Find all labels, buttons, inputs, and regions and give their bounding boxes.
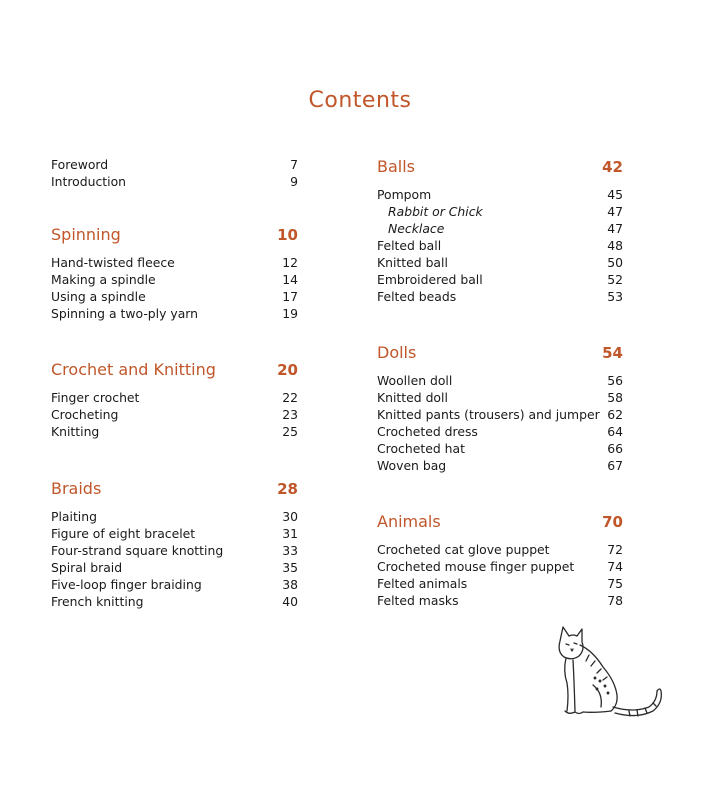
toc-section bbox=[51, 478, 298, 610]
toc-entry bbox=[51, 559, 298, 576]
section-heading bbox=[51, 224, 298, 254]
toc-entry-label: Four-strand square knotting bbox=[51, 543, 224, 558]
toc-entry-label: Felted beads bbox=[377, 289, 457, 304]
toc-entry-page: 25 bbox=[282, 424, 298, 439]
toc-entry-page: 53 bbox=[607, 289, 623, 304]
toc-entry-label: Knitting bbox=[51, 424, 100, 439]
toc-entry bbox=[51, 542, 298, 559]
toc-entry-label: Woven bag bbox=[377, 458, 447, 473]
toc-entry-label: Felted ball bbox=[377, 238, 442, 253]
toc-entry-page: 19 bbox=[282, 306, 298, 321]
section-heading-page: 70 bbox=[602, 513, 623, 531]
toc-entry-label: Crocheted cat glove puppet bbox=[377, 542, 550, 557]
toc-entry-label: Plaiting bbox=[51, 509, 97, 524]
toc-section bbox=[51, 156, 298, 190]
toc-entry-label: Finger crochet bbox=[51, 390, 140, 405]
toc-entry-page: 58 bbox=[607, 390, 623, 405]
toc-entry bbox=[51, 576, 298, 593]
toc-entry bbox=[377, 220, 623, 237]
toc-entry-page: 30 bbox=[282, 509, 298, 524]
toc-section bbox=[377, 156, 623, 305]
toc-entry bbox=[377, 575, 623, 592]
toc-entry-label: Crocheting bbox=[51, 407, 119, 422]
toc-entry bbox=[51, 423, 298, 440]
toc-entry bbox=[377, 558, 623, 575]
toc-entry bbox=[51, 271, 298, 288]
toc-entry bbox=[377, 186, 623, 203]
toc-entry-label: Making a spindle bbox=[51, 272, 156, 287]
toc-entry bbox=[51, 254, 298, 271]
toc-entry bbox=[377, 203, 623, 220]
toc-entry bbox=[377, 423, 623, 440]
toc-entry bbox=[377, 592, 623, 609]
section-heading-label: Animals bbox=[377, 512, 441, 531]
toc-section bbox=[51, 359, 298, 440]
section-heading-page: 10 bbox=[277, 226, 298, 244]
toc-entry-page: 47 bbox=[607, 221, 623, 236]
section-heading-page: 42 bbox=[602, 158, 623, 176]
toc-entry-label: Knitted pants (trousers) and jumper bbox=[377, 407, 600, 422]
section-heading bbox=[51, 478, 298, 508]
toc-entry-label: French knitting bbox=[51, 594, 144, 609]
cat-illustration bbox=[545, 623, 670, 723]
toc-entry-page: 47 bbox=[607, 204, 623, 219]
toc-entry-label: Using a spindle bbox=[51, 289, 146, 304]
toc-entry-label: Pompom bbox=[377, 187, 432, 202]
toc-entry bbox=[377, 406, 623, 423]
section-heading-page: 54 bbox=[602, 344, 623, 362]
toc-entry bbox=[51, 288, 298, 305]
toc-entry bbox=[51, 525, 298, 542]
toc-entry-page: 66 bbox=[607, 441, 623, 456]
section-heading bbox=[377, 342, 623, 372]
toc-entry-page: 40 bbox=[282, 594, 298, 609]
toc-entry bbox=[377, 541, 623, 558]
section-heading-label: Balls bbox=[377, 157, 416, 176]
toc-entry-page: 17 bbox=[282, 289, 298, 304]
toc-entry-page: 45 bbox=[607, 187, 623, 202]
toc-entry bbox=[51, 173, 298, 190]
toc-entry-label: Foreword bbox=[51, 157, 109, 172]
toc-entry-page: 78 bbox=[607, 593, 623, 608]
toc-entry-label: Figure of eight bracelet bbox=[51, 526, 196, 541]
toc-entry-page: 14 bbox=[282, 272, 298, 287]
toc-entry-label: Spinning a two-ply yarn bbox=[51, 306, 199, 321]
toc-entry-label: Knitted doll bbox=[377, 390, 448, 405]
section-heading-label: Braids bbox=[51, 479, 102, 498]
toc-entry-page: 62 bbox=[607, 407, 623, 422]
toc-entry bbox=[377, 457, 623, 474]
section-heading-label: Crochet and Knitting bbox=[51, 360, 216, 379]
toc-entry-page: 72 bbox=[607, 542, 623, 557]
toc-section bbox=[377, 342, 623, 474]
toc-entry-page: 12 bbox=[282, 255, 298, 270]
toc-entry bbox=[377, 288, 623, 305]
toc-entry-label: Introduction bbox=[51, 174, 127, 189]
toc-entry-page: 56 bbox=[607, 373, 623, 388]
toc-entry-page: 33 bbox=[282, 543, 298, 558]
toc-section bbox=[377, 511, 623, 609]
toc-entry-label: Hand-twisted fleece bbox=[51, 255, 175, 270]
toc-entry bbox=[51, 508, 298, 525]
toc-entry bbox=[377, 271, 623, 288]
toc-entry bbox=[377, 389, 623, 406]
toc-entry bbox=[51, 406, 298, 423]
toc-section bbox=[51, 224, 298, 322]
toc-entry-page: 64 bbox=[607, 424, 623, 439]
toc-entry-label: Woollen doll bbox=[377, 373, 453, 388]
section-heading-page: 20 bbox=[277, 361, 298, 379]
toc-entry-page: 7 bbox=[290, 157, 298, 172]
toc-entry-label: Crocheted hat bbox=[377, 441, 465, 456]
toc-entry-page: 35 bbox=[282, 560, 298, 575]
toc-entry-page: 50 bbox=[607, 255, 623, 270]
toc-entry-label: Felted masks bbox=[377, 593, 459, 608]
toc-entry-label: Felted animals bbox=[377, 576, 468, 591]
section-heading bbox=[51, 359, 298, 389]
toc-entry-page: 75 bbox=[607, 576, 623, 591]
section-heading bbox=[377, 511, 623, 541]
toc-entry bbox=[51, 389, 298, 406]
toc-entry-page: 38 bbox=[282, 577, 298, 592]
toc-entry bbox=[377, 237, 623, 254]
toc-entry bbox=[377, 440, 623, 457]
toc-entry bbox=[51, 305, 298, 322]
toc-entry-page: 52 bbox=[607, 272, 623, 287]
section-heading bbox=[377, 156, 623, 186]
section-heading-page: 28 bbox=[277, 480, 298, 498]
toc-entry-page: 67 bbox=[607, 458, 623, 473]
toc-entry-label: Crocheted mouse finger puppet bbox=[377, 559, 575, 574]
toc-entry bbox=[377, 372, 623, 389]
toc-entry bbox=[51, 156, 298, 173]
toc-entry bbox=[377, 254, 623, 271]
toc-entry-page: 9 bbox=[290, 174, 298, 189]
toc-entry-page: 23 bbox=[282, 407, 298, 422]
section-heading-label: Dolls bbox=[377, 343, 417, 362]
toc-entry-label: Necklace bbox=[388, 221, 445, 236]
toc-entry-label: Crocheted dress bbox=[377, 424, 478, 439]
toc-entry-page: 22 bbox=[282, 390, 298, 405]
page-title: Contents bbox=[308, 88, 412, 113]
section-heading-label: Spinning bbox=[51, 225, 121, 244]
toc-entry-page: 31 bbox=[282, 526, 298, 541]
toc-entry-label: Knitted ball bbox=[377, 255, 448, 270]
toc-entry-page: 48 bbox=[607, 238, 623, 253]
toc-entry-label: Spiral braid bbox=[51, 560, 123, 575]
toc-entry-label: Five-loop finger braiding bbox=[51, 577, 202, 592]
toc-entry-label: Rabbit or Chick bbox=[388, 204, 483, 219]
toc-entry-label: Embroidered ball bbox=[377, 272, 483, 287]
toc-entry-page: 74 bbox=[607, 559, 623, 574]
toc-entry bbox=[51, 593, 298, 610]
